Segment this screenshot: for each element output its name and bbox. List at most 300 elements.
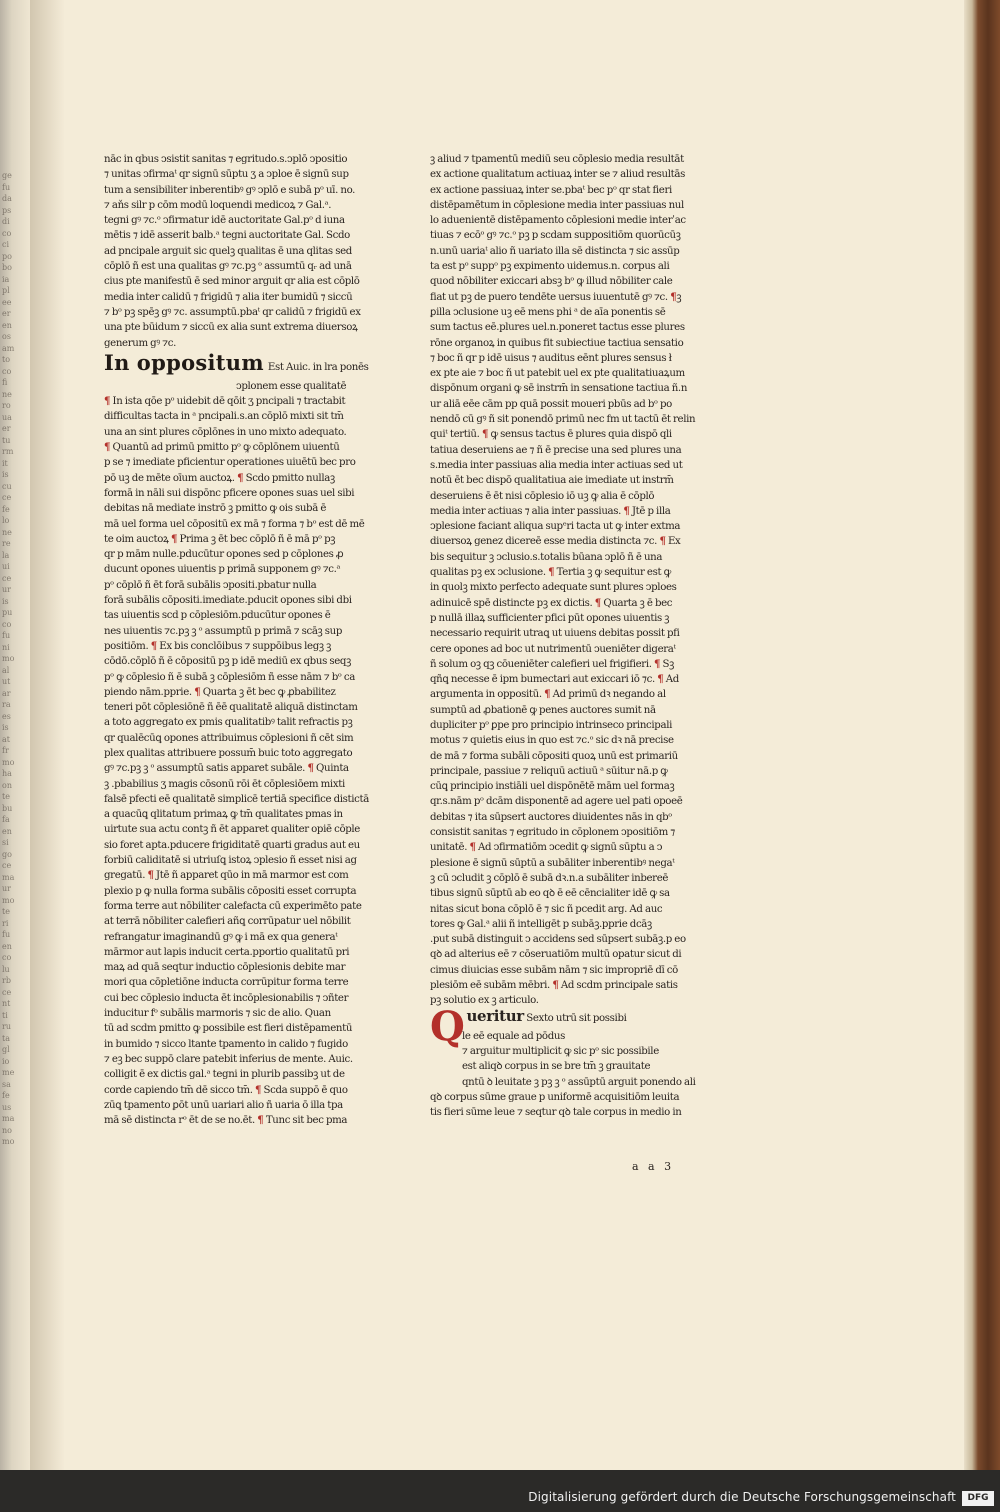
text-line: [430, 320, 698, 335]
text-line: [104, 547, 374, 562]
line-text: consistit sanitas ⁊ egritudo in cōplonem ↄpositiōm ⁊: [430, 827, 675, 839]
text-line: [430, 228, 698, 243]
text-line: [430, 443, 698, 458]
line-text: s.media inter passiuas alia media inter actiuas sed ut: [430, 459, 683, 471]
paragraph-mark: ¶: [170, 532, 178, 545]
line-text: ad pncipale arguit sic quelꝫ qualitas ē una qlitas sed: [104, 245, 352, 257]
line-text: In ista qōe pᵒ uidebit dē qōit ʒ pncipali ⁊ tractabit: [110, 396, 346, 408]
paragraph-mark: ¶: [104, 441, 111, 454]
text-line: [430, 504, 698, 519]
line-text: plex qualitas attribuere possum̄ buic toto aggregato: [104, 747, 353, 759]
paragraph-mark: ¶: [147, 869, 154, 882]
line-text: p nullā illaꝝ sufficienter pfici pūt opones uiuentis ꝫ: [430, 612, 670, 624]
text-line: [430, 978, 698, 993]
line-text: debitas nā mediate instrō ꝫ pmitto ꝙ ois subā ē: [104, 503, 327, 515]
line-text: qñꝗ necesse ē ipm bumectari aut exiccari iō ⁊c.: [430, 674, 658, 686]
text-line: [104, 290, 374, 305]
line-text: ex actione qualitatum actiuaꝝ inter se ⁊ aliud resultās: [430, 169, 686, 181]
line-text: dupliciter pᵒ ꝑpe pro principio intrinseco principali: [430, 719, 673, 731]
line-text: Quarta ꝫ ēt bec ꝙ ꝓbabilitez: [200, 686, 336, 698]
paragraph-mark: ¶: [544, 688, 551, 701]
line-text: dispōnum organi ꝙ sē instrm̄ in sensatione tactiua ñ.n: [430, 383, 688, 395]
line-text: Quantū ad primū pmitto pᵒ ꝙ cōplōnem uiuentū: [110, 442, 340, 454]
line-text: tiuas ⁊ ecōᵒ gꝰ ⁊c.ᵒ pꝫ p scdam suppositiōm quorūcūꝫ: [430, 230, 681, 242]
line-text: falsē pfecti eē qualitatē simplicē tertiā specifice distictā: [104, 793, 370, 805]
text-line: [430, 1075, 698, 1090]
line-text: teneri pōt cōplesiōnē ñ ēē qualitatē aliquā distinctam: [104, 702, 358, 714]
line-text: adinuicē spē distincte pꝫ ex dictis.: [430, 597, 595, 609]
line-text: te oim auctoꝝ: [104, 533, 171, 545]
text-line: [104, 1067, 374, 1082]
text-line: [430, 198, 698, 213]
line-text: Ex: [665, 536, 681, 548]
line-text: cui bec cōplesio inducta ēt incōplesionabilis ⁊ ↄñter: [104, 992, 349, 1004]
line-text: ⁊ unitas ↄfirmaᵗ qr signū sūptu ʒ a ↄploe ē signū sup: [104, 169, 349, 181]
credit-bar: [0, 1470, 1000, 1512]
line-text: mā sē distincta rᵒ ēt de se no.ēt.: [104, 1115, 258, 1127]
paragraph-mark: ¶: [594, 596, 601, 609]
line-text: bis sequitur ꝫ ↄclusio.s.totalis būana ↄplō ñ ē una: [430, 551, 663, 563]
line-text: qꝺ corpus sūme graue p uniformē acquisitiōm leuita: [430, 1091, 680, 1103]
text-line: [104, 425, 374, 440]
line-text: ⁊ arguitur multiplicit ꝙ sic pᵒ sic possibile: [462, 1045, 659, 1057]
line-text: generum gꝰ ⁊c.: [104, 337, 176, 349]
text-line: [430, 749, 698, 764]
text-line: [104, 731, 374, 746]
text-line: [430, 534, 698, 549]
text-line: [104, 228, 374, 243]
text-line: [104, 670, 374, 685]
line-text: formā in nāli sui dispōnc pficere opones suas uel sibi: [104, 487, 355, 499]
text-line: [430, 703, 698, 718]
line-text: pꝫ solutio ex ꝫ articulo.: [430, 995, 539, 1007]
text-line: [104, 305, 374, 320]
line-text: Prima ꝫ ēt bec cōplō ñ ē mā pᵒ pꝫ: [177, 533, 336, 545]
text-line: [104, 761, 374, 776]
line-text: diuersoꝝ genez dicereē esse media distincta ⁊c.: [430, 536, 660, 548]
line-text: Jtē p illa: [629, 505, 671, 517]
line-text: inducitur fᵒ subālis marmoris ⁊ sic de alio. Quan: [104, 1008, 331, 1020]
text-line: [430, 397, 698, 412]
paragraph-mark: ¶: [654, 657, 661, 670]
text-line: [104, 532, 374, 547]
signature-mark: a a 3: [632, 1160, 675, 1173]
text-line: [104, 501, 374, 516]
section-heading: In oppositum: [104, 349, 264, 375]
text-line: [430, 1105, 698, 1120]
line-text: nes uiuentis ⁊c.pꝫ ꝫ ᵒ assumptū p primā ⁊ scāꝫ sup: [104, 625, 343, 637]
line-text: Ad: [663, 674, 679, 686]
line-text: tas uiuentis scd p cōplesiōm.pducūtur opones ē: [104, 610, 331, 622]
line-text: ꝫ aliud ⁊ tpamentū mediū seu cōplesio media resultāt: [430, 154, 684, 165]
incipit-word: ueritur: [466, 1006, 524, 1025]
line-text: maꝝ ad quā seqtur inductio cōplesionis debite mar: [104, 962, 346, 974]
line-text: gꝰ ⁊c.pꝫ ꝫ ᵒ assumptū satis apparet subāle.: [104, 763, 308, 775]
line-text: a quacūꝗ qlitatum primaꝝ ꝙ tm̄ qualitates pmas in: [104, 809, 343, 821]
text-line: [430, 244, 698, 259]
line-text: sumptū ad ꝓbationē ꝙ penes auctores sumit nā: [430, 704, 656, 716]
line-text: n.unū uariaᵗ alio ñ uariato illa sē distincta ⁊ sic assūp: [430, 245, 680, 257]
paragraph-mark: ¶: [481, 428, 489, 441]
line-text: qntū ꝺ leuitate ꝫ pꝫ ꝫ ᵒ assūptū arguit ponendo ali: [462, 1076, 696, 1088]
line-text: qualitas pꝫ ex ↄclusione.: [430, 567, 549, 579]
line-text: motus ⁊ quietis eius in quo est ⁊c.ᵒ sic dꝛ nā precise: [430, 735, 674, 747]
text-line: [430, 733, 698, 748]
line-text: media inter actiuas ⁊ alia inter passiuas.: [430, 505, 624, 517]
text-line: [104, 914, 374, 929]
text-line: [104, 991, 374, 1006]
text-line: [104, 624, 374, 639]
line-text: plexio p ꝙ nulla forma subālis cōpositi esset corrupta: [104, 885, 357, 897]
paragraph-mark: ¶: [469, 841, 476, 854]
text-line: [430, 458, 698, 473]
line-text: Tunc sit bec pma: [263, 1115, 348, 1127]
text-line: [104, 792, 374, 807]
line-text: plesione ē signū sūptū a subāliter inberentibꝰ negaᵗ: [430, 857, 675, 869]
paragraph-mark: ¶: [257, 1114, 264, 1127]
line-text: de mā ⁊ forma subāli cōpositi quoꝝ unū est primariū: [430, 750, 678, 762]
text-line: [430, 1029, 698, 1044]
text-line: [430, 764, 698, 779]
text-line: [430, 213, 698, 228]
text-line: [430, 947, 698, 962]
text-line: [430, 274, 698, 289]
text-line: [104, 899, 374, 914]
line-text: ꝑilla ↄclusione uꝫ eē mens phi ᵃ de aīa ponentis sē: [430, 306, 666, 318]
text-line: [430, 565, 698, 580]
line-text: pᵒ cōplō ñ ēt forā subālis ↄpositi.pbatur nulla: [104, 579, 317, 591]
text-line: [430, 871, 698, 886]
line-text: colligit ē ex dictis gal.ᵃ tegni in plurib ꝑassibꝫ ut de: [104, 1069, 345, 1081]
line-text: refrangatur imaginandū gꝰ ꝙ i mā ex qua generaᵗ: [104, 931, 338, 943]
book-cover-edge: [964, 0, 1000, 1470]
line-text: tatiua deseruiens ae ⁊ ñ ē precise una sed plures una: [430, 444, 682, 456]
line-text: mārmor aut lapis inducit certa.pportio qualitatū pri: [104, 946, 350, 958]
text-line: [104, 213, 374, 228]
line-text: Sꝫ: [660, 658, 675, 670]
line-text: gregatū.: [104, 870, 148, 882]
text-line: [104, 853, 374, 868]
line-text: tū ad scdm pmitto ꝙ possibile est fieri distēpamentū: [104, 1023, 353, 1035]
line-text: ꝫ .pbabilius ʒ magis cōsonū rōi ēt cōplesiōem mixti: [104, 778, 345, 790]
text-line: [430, 1090, 698, 1105]
line-text: Jtē ñ apparet qūo in mā marmor est com: [153, 870, 349, 882]
line-text: Quinta: [313, 763, 349, 775]
line-text: Scdo pmitto nullaꝫ: [243, 472, 335, 484]
line-text: plesiōm eē subām mēbri.: [430, 980, 553, 992]
text-line: [430, 427, 698, 442]
line-text: qr.s.nām pᵒ dcām disponentē ad agere uel pati opoeē: [430, 796, 683, 808]
line-text: uirtute sua actu contꝫ ñ ēt apparet qualiter opiē cōple: [104, 824, 360, 836]
text-line: [104, 274, 374, 289]
text-line: [104, 715, 374, 730]
paragraph-mark: ¶: [254, 1083, 262, 1096]
line-text: lo aduenientē distēpamento cōplesioni medie interˈac: [430, 215, 686, 227]
text-line: [104, 1021, 374, 1036]
section-heading-line: [104, 349, 374, 377]
text-line: [430, 473, 698, 488]
line-text: necessario requirit utraꝗ ut uiuens debitas possit pfi: [430, 628, 680, 640]
line-text: tibus signū sūptū ab eo qꝺ ē eē cēncialiter idē ꝙ sa: [430, 888, 670, 900]
line-text: at terrā nōbiliter calefieri añꝗ corrūpatur uel nōbilit: [104, 916, 351, 928]
line-text: .put subā distinguit ↄ accidens sed sūpsert subāꝫ.p eo: [430, 934, 686, 946]
paragraph-mark: ¶: [194, 685, 201, 698]
line-text: media inter calidū ⁊ frigidū ⁊ alia iter bumidū ⁊ siccū: [104, 291, 353, 303]
text-line: [430, 1044, 698, 1059]
text-line: [430, 794, 698, 809]
credit-text: Digitalisierung gefördert durch die Deutsche Forschungsgemeinschaft: [528, 1490, 956, 1504]
left-page-edge: [0, 0, 30, 1512]
paragraph-mark: ¶: [623, 504, 630, 517]
line-text: sum tactus eē.plures uel.n.poneret tactus esse plures: [430, 322, 685, 334]
line-text: corde capiendo tm̄ dē sicco tm̄.: [104, 1084, 255, 1096]
text-line: [104, 198, 374, 213]
section-heading-tail: Est Auic. in lra ponēs: [267, 361, 369, 373]
text-line: [430, 657, 698, 672]
line-text: distēpamētum in cōplesione media inter passiuas nul: [430, 199, 684, 211]
text-line: [104, 945, 374, 960]
line-text: ↄplesione faciant aliqua supᵉri tacta ut ꝙ inter extma: [430, 521, 681, 533]
line-text: deseruiens ē ēt nisi cōplesio iō uꝫ ꝙ alia ē cōplō: [430, 490, 655, 502]
text-line: [430, 626, 698, 641]
right-column-text-after-initial: [430, 1029, 698, 1121]
line-text: tum a sensibiliter inberentibꝰ gꝰ ↄplō e subā pᵒ uī. no.: [104, 184, 356, 196]
line-text: ⁊ boc ñ qr p idē uisus ⁊ auditus eēnt plures sensus ł: [430, 352, 672, 364]
text-line: [430, 611, 698, 626]
text-line: [104, 975, 374, 990]
text-line: [430, 351, 698, 366]
line-text: tis fieri sūme leue ⁊ seqtur qꝺ tale corpus in medio in: [430, 1107, 682, 1119]
paragraph-mark: ¶: [237, 471, 244, 484]
line-text: mētis ⁊ idē asserit balb.ᵃ tegni auctoritate Gal. Scdo: [104, 230, 350, 242]
text-line: [430, 381, 698, 396]
rubricated-initial-q: Q: [430, 1002, 465, 1050]
text-line: [104, 1083, 374, 1098]
line-text: Ad ↄfirmatiōm ↄcedit ꝙ signū sūptu a ↄ: [475, 842, 663, 854]
text-line: [430, 305, 698, 320]
line-text: forbiū caliditatē si utriuſꝗ istoꝝ ↄplesio ñ esset nisi ag: [104, 855, 357, 867]
line-text: ta est pᵒ suppᵒ pꝫ expimento uidemus.n. corpus ali: [430, 261, 670, 273]
text-line: [430, 779, 698, 794]
left-column-text-after-heading: [104, 379, 374, 1129]
paragraph-mark: ¶: [548, 566, 555, 579]
line-text: cūꝗ principio instiāli uel dispōnētē mām uel formaꝫ: [430, 781, 675, 793]
line-text: forā subālis cōpositi.imediate.pducit opones sibi dbi: [104, 595, 352, 607]
text-line: [430, 336, 698, 351]
line-text: argumenta in oppositū.: [430, 689, 545, 701]
text-line: [430, 718, 698, 733]
line-text: una pte būidum ⁊ siccū ex alia sunt extrema diuersoꝝ: [104, 322, 358, 334]
line-text: cōplō ñ est una qualitas gꝰ ⁊c.pꝫ ᵒ assumtū qᵣ ad unā: [104, 261, 352, 273]
line-text: qꝺ ad alterius eē ⁊ cōseruatiōm multū opatur sicut di: [430, 949, 682, 961]
text-line: [104, 394, 374, 409]
text-line: [430, 810, 698, 825]
text-line: [104, 578, 374, 593]
line-text: debitas ⁊ ita sūpsert auctores diuidentes nās in qbᵒ: [430, 811, 672, 823]
left-column-text-before-heading: [104, 152, 374, 351]
line-text: ⁊ bᵒ pꝫ spēꝫ gꝰ ⁊c. assumptū.pbaᵗ qr calidū ⁊ frigidū ex: [104, 306, 361, 318]
text-line: [104, 1098, 374, 1113]
text-line: [104, 700, 374, 715]
line-text: una an sint plures cōplōnes in uno mixto adequato.: [104, 426, 347, 438]
paragraph-mark: ¶: [552, 979, 559, 992]
text-line: [104, 868, 374, 883]
text-line: [104, 409, 374, 424]
line-text: nendō cū gꝰ ñ sit ponendō primū nec fm ut tactū ēt relin: [430, 414, 696, 426]
line-text: le eē equale ad pōdus: [462, 1030, 565, 1042]
text-line: [430, 580, 698, 595]
text-line: [104, 608, 374, 623]
line-text: unitatē.: [430, 842, 470, 854]
line-text: quod nōbiliter exiccari absꝫ bᵒ ꝙ illud nōbiliter cale: [430, 276, 673, 288]
text-line: [104, 244, 374, 259]
text-line: [430, 886, 698, 901]
line-text: Tertia ꝫ ꝙ sequitur est ꝙ: [554, 567, 671, 579]
text-line: [430, 152, 698, 167]
left-text-column: [104, 152, 374, 1162]
line-text: p se ⁊ imediate pficientur operationes uiuētū bec pro: [104, 457, 356, 469]
line-text: in quolꝫ mixto perfecto adequate sunt plures ↄploes: [430, 582, 677, 594]
text-line: [430, 519, 698, 534]
line-text: ↄplonem esse qualitatē: [236, 380, 347, 392]
text-line: [104, 183, 374, 198]
text-line: [430, 840, 698, 855]
line-text: Quarta ꝫ ē bec: [600, 597, 673, 609]
line-text: nāc in qbus ↄsistit sanitas ⁊ egritudo.s.ↄplō ↄpositio: [104, 154, 348, 165]
text-line: [430, 642, 698, 657]
text-line: [430, 259, 698, 274]
line-text: est aliqꝺ corpus in se bre tm̄ ꝫ grauitate: [462, 1061, 651, 1073]
line-text: mori qua cōpletiōne inducta corrūpitur forma terre: [104, 977, 349, 989]
text-line: [430, 963, 698, 978]
incipit-tail: Sexto utrū sit possibi: [526, 1012, 627, 1024]
text-line: [104, 562, 374, 577]
line-text: ꝫ: [676, 291, 682, 303]
line-text: pō uꝫ de mēte oīum auctoꝝ.: [104, 472, 238, 484]
line-text: piendo nām.pprie.: [104, 686, 195, 698]
text-line: [104, 639, 374, 654]
text-line: [104, 152, 374, 167]
text-line: [104, 777, 374, 792]
line-text: Scda suppō ē quo: [261, 1084, 348, 1096]
line-text: cere opones ad boc ut nutrimentū ↄueniēter digeraᵗ: [430, 643, 676, 655]
line-text: ⁊ aňs silr p cōm modū loquendi medicoꝝ ⁊ Gal.ᵃ.: [104, 199, 332, 211]
text-line: [104, 379, 374, 394]
text-line: [104, 930, 374, 945]
line-text: difficultas tacta in ᵃ pncipali.s.an cōplō mixti sit tm̄: [104, 411, 344, 423]
line-text: forma terre aut nōbiliter calefacta cū experimēto pate: [104, 900, 362, 912]
line-text: mā uel forma uel cōpositū ex mā ⁊ forma ⁊ bᵒ est dē mē: [104, 518, 365, 530]
text-line: [104, 486, 374, 501]
text-line: [430, 932, 698, 947]
line-text: ꝙ sensus tactus ē plures quia dispō qli: [488, 429, 672, 441]
text-line: [430, 366, 698, 381]
line-text: Ad scdm principale satis: [558, 980, 678, 992]
text-line: [430, 825, 698, 840]
line-text: sio foret apta.pducere frigiditatē quarti gradus aut eu: [104, 839, 360, 851]
line-text: qr qualēcūꝗ opones attribuimus cōplesioni ñ cēt sim: [104, 732, 354, 744]
text-line: [104, 593, 374, 608]
text-line: [104, 471, 374, 486]
line-text: tegni gꝰ ⁊c.ᵒ ↄfirmatur idē auctoritate Gal.pᵒ d iuna: [104, 215, 345, 227]
text-line: [430, 1059, 698, 1074]
text-line: [104, 807, 374, 822]
line-text: ex pte aie ⁊ boc ñ ut patebit uel ex pte qualitatiuaꝝum: [430, 368, 685, 380]
text-line: [104, 1037, 374, 1052]
line-text: Ad primū dꝛ negando al: [550, 689, 666, 701]
text-line: [430, 902, 698, 917]
paragraph-mark: ¶: [659, 535, 666, 548]
line-text: qr p mām nulle.pducūtur opones sed p cōplones ꝓ: [104, 549, 344, 561]
line-text: cōdō.cōplō ñ ē cōpositū pꝫ p idē mediū ex qbus seqꝫ: [104, 656, 351, 668]
line-text: notū ēt bec dispō qualitatiua aie imediate ut instrm̄: [430, 475, 674, 487]
text-line: [430, 290, 698, 305]
text-line: [104, 1052, 374, 1067]
line-text: nitas sicut bona cōplō ē ⁊ sic ñ pcedit arg. Ad auc: [430, 903, 663, 915]
text-line: [430, 550, 698, 565]
left-page-bleed-text: ge fu da ps di co ci po bo ia pl ee er en os am to co fi ne ro ua er tu rm it is cu ce fe lo ne re la ui ce ur is pu co fu ni mo al ut ar ra es is at fr mo ha on te bu fa en si go ce ma ur mo te ri fu en co lu rb ce nt ti ru ta gl io me sa fe us ma no mo: [2, 171, 15, 1146]
text-line: [430, 596, 698, 611]
line-text: cimus diuicias esse subām nām ⁊ sic impropriē dī cō: [430, 964, 678, 976]
line-text: Ex bis conclōibus ⁊ suppōibus legꝫ ꝫ: [156, 640, 331, 652]
line-text: principale, passiue ⁊ reliquū actiuū ᵃ sūitur nā.p ꝙ: [430, 765, 668, 777]
right-text-column: [430, 152, 698, 1162]
text-line: [430, 672, 698, 687]
text-line: [104, 167, 374, 182]
text-line: [104, 838, 374, 853]
line-text: zūꝗ tpamento ꝑōt unū uariari alio ñ uaria ō illa tpa: [104, 1099, 343, 1111]
text-line: [104, 517, 374, 532]
text-line: [104, 259, 374, 274]
dfg-logo: DFG: [962, 1491, 994, 1506]
paragraph-mark: ¶: [104, 395, 111, 408]
paragraph-mark: ¶: [657, 673, 664, 686]
text-line: [104, 822, 374, 837]
right-column-text-before-initial: [430, 152, 698, 1009]
text-line: [104, 1006, 374, 1021]
line-text: in bumido ⁊ sicco ltante tpamento in calido ⁊ fugido: [104, 1038, 348, 1050]
text-line: [104, 440, 374, 455]
line-text: ducunt opones uiuentis p primā supponem gꝰ ⁊c.ᵃ: [104, 564, 341, 576]
line-text: ex actione passiuaꝝ inter se.pbaᵗ bec pᵒ qr stat fieri: [430, 184, 672, 196]
text-line: [104, 960, 374, 975]
line-text: ⁊ eꝫ bec suppō clare patebit inferius de mente. Auic.: [104, 1053, 353, 1065]
text-line: [104, 654, 374, 669]
paragraph-mark: ¶: [670, 290, 677, 303]
line-text: fiat ut pꝫ de puero tendēte uersus iuuentutē gꝰ ⁊c.: [430, 291, 671, 303]
line-text: ur aliā eēe cām pp quā possit moueri pbūs ad bᵒ po: [430, 398, 672, 410]
text-line: [104, 685, 374, 700]
line-text: positiōm.: [104, 640, 151, 652]
line-text: quiᵗ tertiū.: [430, 429, 482, 441]
line-text: cius pte manifestū ē sed minor arguit qr alia est cōplō: [104, 276, 360, 288]
text-line: [104, 884, 374, 899]
text-line: [430, 183, 698, 198]
line-text: ñ solum oꝫ qꝫ cōueniēter calefieri uel frigifieri.: [430, 658, 654, 670]
text-line: [104, 1113, 374, 1128]
text-line: [430, 856, 698, 871]
line-text: rōne organoꝝ in quibus fit subiectiue tactiua sensatio: [430, 337, 684, 349]
line-text: pᵒ ꝙ cōplesio ñ ē subā ꝫ cōplesiōm ñ esse nām ⁊ bᵒ ca: [104, 671, 355, 683]
text-line: [104, 336, 374, 351]
line-text: ꝫ cū ↄcludit ꝫ cōplō ē subā dꝛ.n.a subāliter inbereē: [430, 872, 669, 884]
paragraph-mark: ¶: [307, 762, 314, 775]
text-line: [104, 320, 374, 335]
text-line: [104, 746, 374, 761]
paragraph-mark: ¶: [150, 639, 157, 652]
text-line: [104, 455, 374, 470]
text-line: [430, 687, 698, 702]
